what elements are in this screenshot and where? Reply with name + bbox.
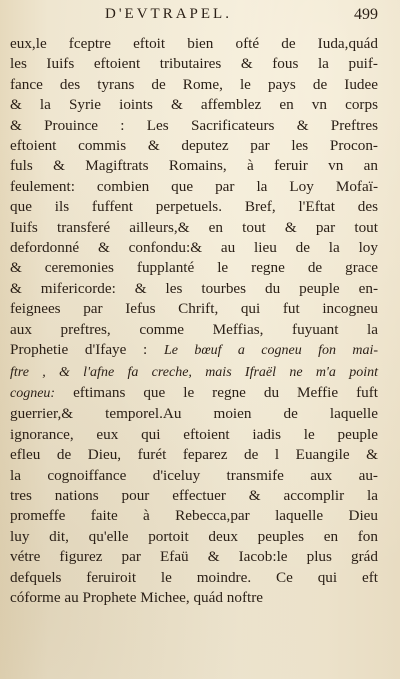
text-line — [10, 506, 378, 526]
italic-quote: ftre , & l'afne fa creche, mais Ifraël ne m'a point — [10, 364, 378, 380]
roman-text: luy dit, qu'elle portoit deux peuples en fon — [10, 527, 378, 545]
text-line — [10, 34, 378, 54]
text-line — [10, 445, 378, 465]
text-line — [10, 197, 378, 217]
roman-text: feignees par Iefus Chrift, qui fut incogneu — [10, 300, 378, 318]
text-line — [10, 116, 378, 136]
roman-text: eftoient commis & deputez par les Procon- — [10, 137, 378, 155]
roman-text: vétre figurez par Efaü & Iacob:le plus grád — [10, 548, 378, 566]
text-line — [10, 218, 378, 238]
text-line — [10, 95, 378, 115]
text-line — [10, 547, 378, 567]
roman-text: eftimans que le regne du Meffie fuft — [55, 383, 378, 401]
text-line — [10, 404, 378, 424]
roman-text: & Prouince : Les Sacrificateurs & Preftres — [10, 116, 378, 134]
text-line — [10, 466, 378, 486]
roman-text: les Iuifs eftoient tributaires & fous la puif- — [10, 55, 378, 73]
page-header — [0, 6, 400, 28]
roman-text: & mifericorde: & les tourbes du peuple en- — [10, 279, 378, 297]
roman-text: fance des tyrans de Rome, le pays de Iudee — [10, 75, 378, 93]
text-line — [10, 486, 378, 506]
text-line — [10, 568, 378, 588]
roman-text: feulement: combien que par la Loy Mofaï- — [10, 177, 378, 195]
text-line — [10, 75, 378, 95]
roman-text: Iuifs transferé ailleurs,& en tout & par tout — [10, 218, 378, 236]
roman-text: la cognoiffance d'iceluy transmife aux au- — [10, 466, 378, 484]
roman-text: tres nations pour effectuer & accomplir la — [10, 486, 378, 504]
text-line — [10, 362, 378, 383]
text-line — [10, 588, 378, 608]
roman-text: guerrier,& temporel.Au moien de laquelle — [10, 405, 378, 423]
page-number: 499 — [354, 6, 378, 23]
text-line — [10, 54, 378, 74]
roman-text: defquels feruiroit le moindre. Ce qui eft — [10, 568, 378, 586]
roman-text: efleu de Dieu, furét feparez de l Euangile & — [10, 446, 378, 464]
text-line — [10, 527, 378, 547]
text-line — [10, 340, 378, 361]
roman-text: Prophetie d'Ifaye : — [10, 341, 164, 359]
text-line — [10, 383, 378, 404]
italic-quote: cogneu: — [10, 385, 56, 401]
text-line — [10, 156, 378, 176]
roman-text: defordonné & confondu:& au lieu de la loy — [10, 239, 378, 257]
text-line — [10, 238, 378, 258]
roman-text: fuls & Magiftrats Romains, à feruir vn an — [10, 157, 378, 175]
body-text — [10, 34, 378, 608]
text-line — [10, 320, 378, 340]
roman-text: promeffe faite à Rebecca,par laquelle Dieu — [10, 507, 378, 525]
roman-text: & la Syrie ioints & affemblez en vn corps — [10, 96, 378, 114]
roman-text: cóforme au Prophete Michee, quád noftre — [10, 588, 264, 606]
text-line — [10, 299, 378, 319]
roman-text: & ceremonies fupplanté le regne de grace — [10, 259, 378, 277]
text-line — [10, 136, 378, 156]
roman-text: eux,le fceptre eftoit bien ofté de Iuda,quád — [10, 35, 378, 52]
running-head: D'EVTRAPEL. — [105, 6, 232, 22]
roman-text: ignorance, eux qui eftoient iadis le peuple — [10, 425, 378, 443]
roman-text: aux preftres, comme Meffias, fuyuant la — [10, 320, 378, 338]
text-line — [10, 279, 378, 299]
text-line — [10, 258, 378, 278]
italic-quote: Le bœuf a cogneu fon mai- — [163, 343, 378, 359]
text-line — [10, 177, 378, 197]
roman-text: que ils fuffent perpetuels. Bref, l'Eftat des — [10, 198, 378, 216]
text-line — [10, 425, 378, 445]
